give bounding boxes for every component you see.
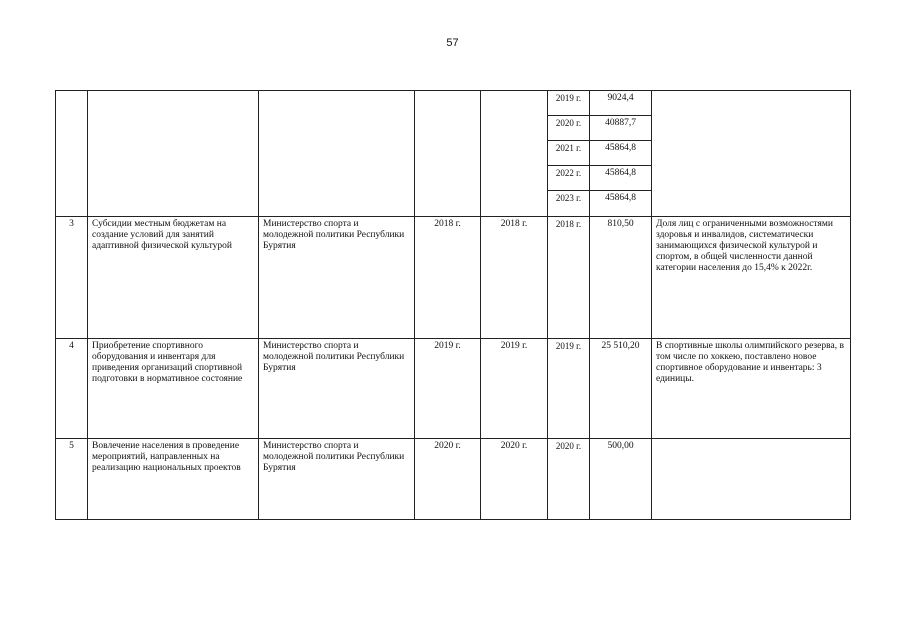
- year-cell: 2022 г.: [548, 166, 590, 191]
- amount-cell: 45864,8: [590, 191, 652, 217]
- activity-name: Вовлечение населения в проведение мероприятий, направленных на реализацию национальных проектов: [88, 439, 259, 520]
- continuation-row: [56, 91, 851, 116]
- year-cell: 2023 г.: [548, 191, 590, 217]
- amount-cell: 9024,4: [590, 91, 652, 116]
- start-date: 2018 г.: [415, 217, 481, 339]
- expected-result: [652, 439, 851, 520]
- table-row: [56, 439, 851, 520]
- table-row: [56, 339, 851, 439]
- table-row: [56, 217, 851, 339]
- expected-result: Доля лиц с ограниченными возможностями здоровья и инвалидов, систематически занимающихся физической культурой и спортом, в общей численности данной категории населения до 15,4% к 2022г.: [652, 217, 851, 339]
- executor: Министерство спорта и молодежной политики Республики Бурятия: [259, 339, 415, 439]
- expected-result: В спортивные школы олимпийского резерва, в том числе по хоккею, поставлено новое спортивное оборудование и инвентарь: 3 единицы.: [652, 339, 851, 439]
- amount-cell: 45864,8: [590, 141, 652, 166]
- funding-year: 2018 г.: [548, 217, 590, 339]
- executor: Министерство спорта и молодежной политики Республики Бурятия: [259, 217, 415, 339]
- funding-year: 2019 г.: [548, 339, 590, 439]
- row-number: 5: [56, 439, 88, 520]
- funding-amount: 500,00: [590, 439, 652, 520]
- activity-name: Субсидии местным бюджетам на создание условий для занятий адаптивной физической культурой: [88, 217, 259, 339]
- year-cell: 2019 г.: [548, 91, 590, 116]
- end-date: 2019 г.: [481, 339, 548, 439]
- row-number: 4: [56, 339, 88, 439]
- activities-table: [55, 90, 851, 520]
- executor: Министерство спорта и молодежной политики Республики Бурятия: [259, 439, 415, 520]
- row-number: 3: [56, 217, 88, 339]
- year-cell: 2020 г.: [548, 116, 590, 141]
- name-cell: [88, 91, 259, 217]
- activity-name: Приобретение спортивного оборудования и инвентаря для приведения организаций спортивной подготовки в нормативное состояние: [88, 339, 259, 439]
- start-date: 2019 г.: [415, 339, 481, 439]
- funding-amount: 810,50: [590, 217, 652, 339]
- end-cell: [481, 91, 548, 217]
- amount-cell: 40887,7: [590, 116, 652, 141]
- funding-amount: 25 510,20: [590, 339, 652, 439]
- start-date: 2020 г.: [415, 439, 481, 520]
- number-cell: [56, 91, 88, 217]
- amount-cell: 45864,8: [590, 166, 652, 191]
- end-date: 2020 г.: [481, 439, 548, 520]
- executor-cell: [259, 91, 415, 217]
- page-number: 57: [446, 37, 459, 49]
- result-cell: [652, 91, 851, 217]
- end-date: 2018 г.: [481, 217, 548, 339]
- year-cell: 2021 г.: [548, 141, 590, 166]
- funding-year: 2020 г.: [548, 439, 590, 520]
- start-cell: [415, 91, 481, 217]
